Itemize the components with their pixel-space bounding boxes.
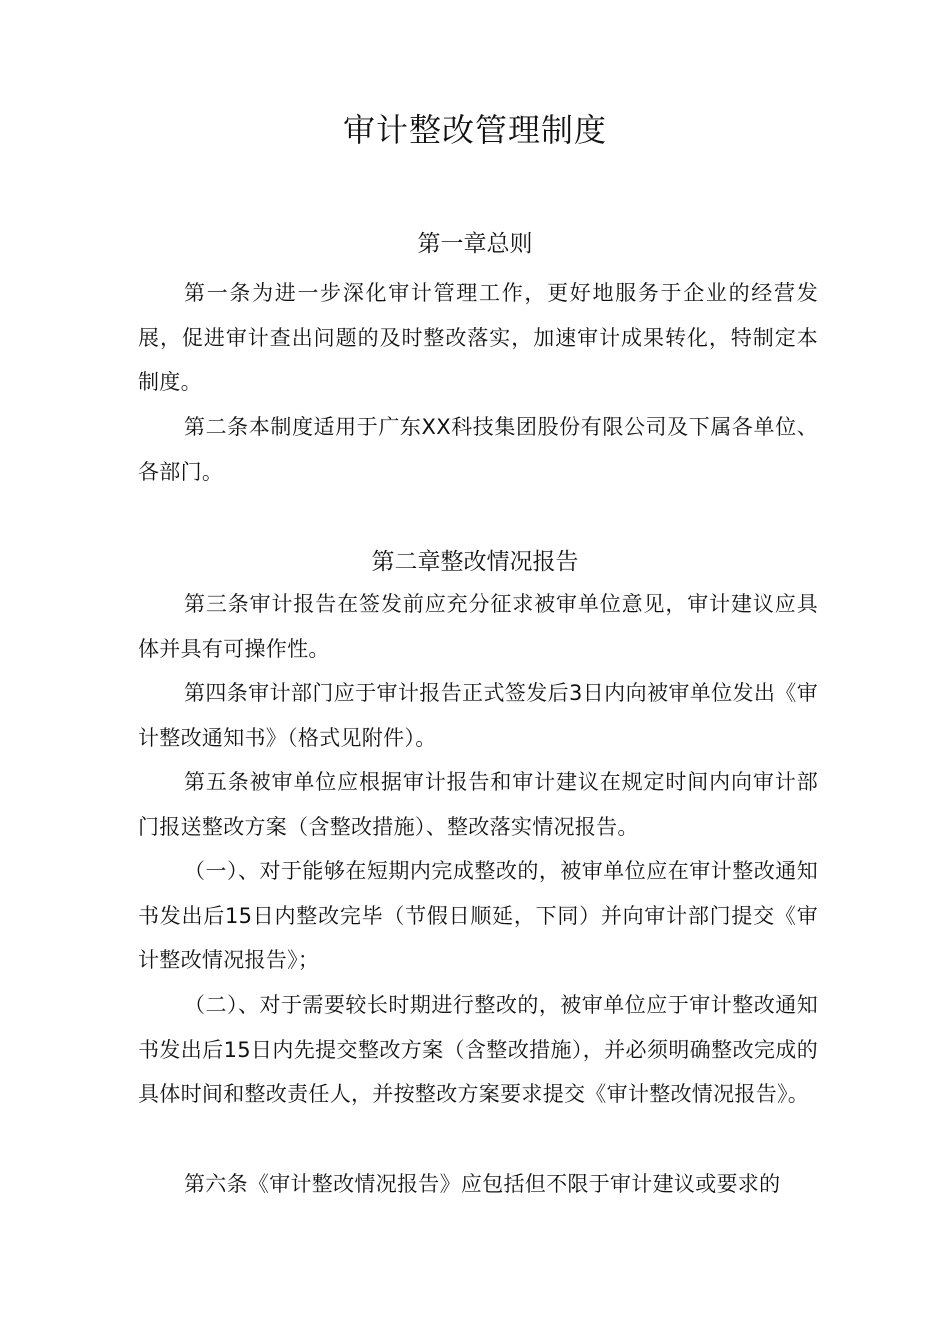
article-2-paragraph: 第二条本制度适用于广东XX科技集团股份有限公司及下属各单位、各部门。	[138, 415, 818, 484]
chapter-heading-1: 第一章总则	[417, 231, 533, 257]
article-5-item-1: （一）、对于能够在短期内完成整改的，被审单位应在审计整改通知书发出后15日内整改完毕（节假日顺延，下同）并向审计部门提交《审计整改情况报告》；	[138, 859, 818, 972]
article-5-paragraph: 第五条被审单位应根据审计报告和审计建议在规定时间内向审计部门报送整改方案（含整改措施）、整改落实情况报告。	[138, 770, 818, 839]
article-6-paragraph: 第六条《审计整改情况报告》应包括但不限于审计建议或要求的	[184, 1172, 781, 1196]
chapter-heading-2: 第二章整改情况报告	[371, 549, 579, 575]
article-4-paragraph: 第四条审计部门应于审计报告正式签发后3日内向被审单位发出《审计整改通知书》（格式见附件）。	[138, 681, 818, 750]
article-3-paragraph: 第三条审计报告在签发前应充分征求被审单位意见，审计建议应具体并具有可操作性。	[138, 592, 818, 661]
article-5-item-2: （二）、对于需要较长时期进行整改的，被审单位应于审计整改通知书发出后15日内先提交整改方案（含整改措施），并必须明确整改完成的具体时间和整改责任人，并按整改方案要求提交《审计整改情况报告》。	[138, 993, 818, 1106]
document-title: 审计整改管理制度	[342, 111, 607, 149]
article-1-paragraph: 第一条为进一步深化审计管理工作，更好地服务于企业的经营发展，促进审计查出问题的及时整改落实，加速审计成果转化，特制定本制度。	[138, 281, 818, 394]
